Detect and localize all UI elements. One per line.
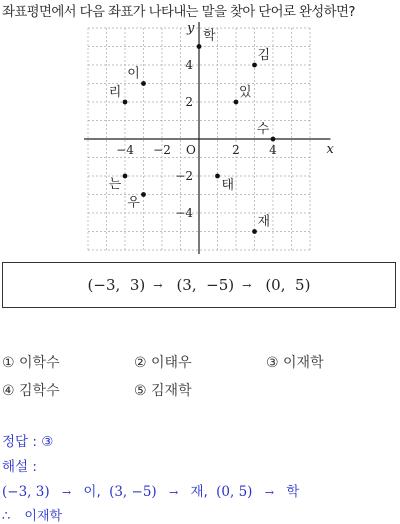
option-number: ② (134, 355, 147, 371)
result-line (2, 505, 62, 524)
point-label: 수 (256, 122, 270, 137)
answer-label: 정답 : ③ (2, 434, 54, 450)
option-3[interactable] (266, 352, 324, 372)
explanation-steps (2, 480, 299, 500)
point-label: 김 (257, 48, 271, 63)
coord-3: (0, 5) (265, 276, 311, 294)
explanation-label: 해설 : (2, 459, 37, 475)
option-number: ③ (266, 355, 279, 371)
point-label: 태 (221, 178, 235, 193)
y-tick-label: 4 (185, 58, 193, 72)
point-dot (271, 137, 276, 142)
point-label: 는 (108, 177, 122, 192)
point-dot (234, 100, 239, 105)
point-dot (197, 44, 202, 49)
x-tick-label: 4 (269, 143, 277, 157)
point-dot (141, 192, 146, 197)
option-4[interactable] (2, 380, 60, 400)
step-1-arrow: → (61, 486, 72, 499)
coord-1: (−3, 3) (87, 276, 146, 294)
step-2-coord: (3, −5) (109, 484, 157, 500)
y-axis-label: y (187, 22, 195, 36)
x-tick-label: 2 (232, 143, 240, 157)
step-3-coord: (0, 5) (216, 484, 253, 500)
origin-label: O (186, 143, 196, 157)
point-dot (123, 100, 128, 105)
step-1-coord: (−3, 3) (2, 484, 50, 500)
coordinate-expression-box (2, 262, 396, 308)
point-dot (252, 229, 257, 234)
x-tick-label: −2 (153, 143, 171, 157)
coord-2: (3, −5) (176, 276, 235, 294)
option-2[interactable] (134, 352, 192, 372)
arrow-2: → (242, 278, 252, 292)
x-tick-label: −4 (116, 143, 134, 157)
result-word: 이재학 (24, 509, 63, 524)
point-label: 재 (257, 214, 271, 230)
option-text: 이학수 (19, 355, 60, 371)
option-text: 김학수 (19, 383, 60, 399)
point-dot (123, 174, 128, 179)
option-number: ④ (2, 383, 15, 399)
y-tick-label: −4 (175, 206, 193, 220)
option-1[interactable] (2, 352, 60, 372)
point-dot (141, 81, 146, 86)
x-axis-label: x (326, 142, 334, 157)
coordinate-plane (0, 22, 400, 258)
arrow-1: → (153, 278, 163, 292)
step-3-word: 학 (286, 484, 300, 500)
point-label: 학 (203, 28, 216, 44)
point-label: 있 (239, 85, 252, 100)
step-3-arrow: → (264, 486, 274, 499)
y-tick-label: −2 (175, 169, 193, 183)
option-text: 이재학 (283, 355, 324, 371)
point-dot (252, 63, 257, 68)
question-text: 좌표평면에서 다음 좌표가 나타내는 말을 찾아 단어로 완성하면? (2, 5, 355, 20)
point-label: 이 (127, 66, 140, 82)
option-number: ① (2, 355, 15, 371)
y-tick-label: 2 (185, 95, 193, 109)
step-2-word: 재, (190, 484, 208, 500)
point-label: 우 (127, 195, 140, 211)
step-1-word: 이, (83, 484, 101, 500)
therefore-symbol: ∴ (2, 509, 11, 524)
option-number: ⑤ (134, 383, 147, 399)
point-label: 리 (108, 85, 122, 100)
step-2-arrow: → (168, 486, 179, 499)
option-5[interactable] (134, 380, 192, 400)
option-text: 김재학 (151, 383, 192, 399)
point-dot (215, 174, 220, 179)
option-text: 이태우 (151, 355, 192, 371)
